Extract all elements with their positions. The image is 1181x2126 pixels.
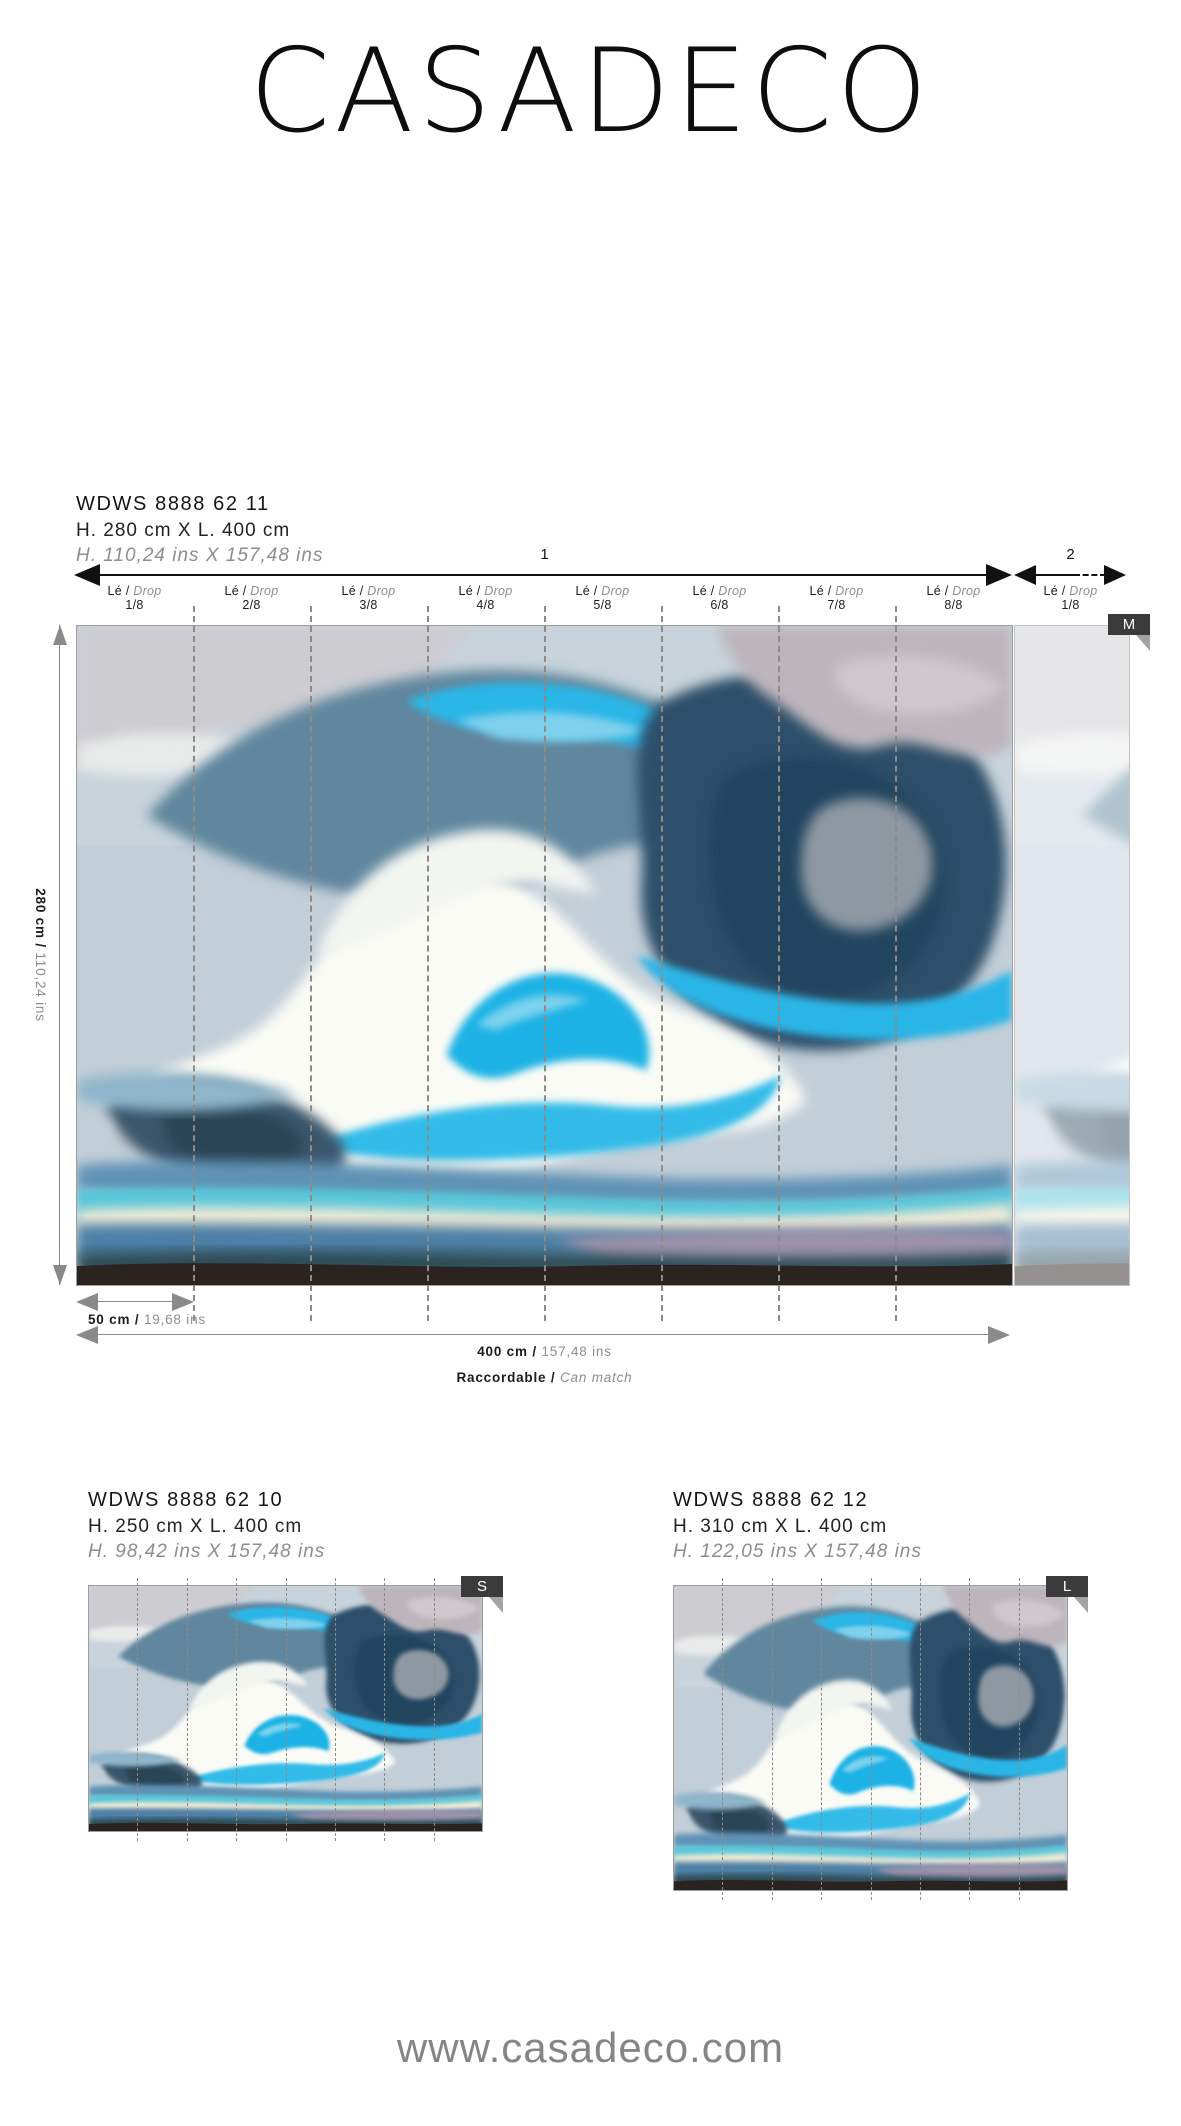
arrow-left-icon [74,564,100,586]
arrow-right-icon [172,1293,194,1311]
panel-separator [544,606,546,1321]
panel-separator [920,1578,921,1900]
arrow-2-label: 2 [1066,546,1075,563]
product-size-ins: H. 122,05 ins X 157,48 ins [673,1541,922,1562]
panel-separator [722,1578,723,1900]
size-badge-l: L [1046,1576,1088,1597]
arrow-down-icon [53,1265,67,1285]
product-sku: WDWS 8888 62 12 [673,1489,869,1511]
panel-separator [895,606,897,1321]
product-size-ins: H. 98,42 ins X 157,48 ins [88,1541,326,1562]
panel-separator [187,1578,188,1841]
product-size-cm: H. 250 cm X L. 400 cm [88,1516,303,1537]
product-size-cm: H. 280 cm X L. 400 cm [76,520,291,541]
dimension-line-2 [1034,574,1074,576]
dimension-line-1 [96,574,990,576]
panel-separator [778,606,780,1321]
panel-cm: 50 cm / [88,1312,140,1327]
arrow-up-icon [53,625,67,645]
drop-label-4: Lé / Drop 4/8 [458,584,513,612]
size-badge-m: M [1108,614,1150,635]
arrow-left-icon [76,1326,98,1344]
brand-logo: CASADECO [249,24,932,159]
mural-repeat-strip [1014,625,1130,1286]
product-size-cm: H. 310 cm X L. 400 cm [673,1516,888,1537]
panel-separator [286,1578,287,1841]
panel-separator [384,1578,385,1841]
total-ins: 157,48 ins [541,1344,612,1359]
badge-fold-icon [489,1597,503,1613]
dimension-line-2-dashed [1074,574,1106,576]
panel-separator [661,606,663,1321]
match-fr: Raccordable / [456,1370,556,1385]
total-cm: 400 cm / [477,1344,537,1359]
arrow-left-icon [1014,565,1036,585]
product-size-ins: H. 110,24 ins X 157,48 ins [76,545,324,566]
product-sku: WDWS 8888 62 10 [88,1489,284,1511]
badge-fold-icon [1074,1597,1088,1613]
panel-separator [969,1578,970,1900]
arrow-right-icon [988,1326,1010,1344]
panel-width-label [88,1312,206,1327]
panel-separator [434,1578,435,1841]
drop-label-1: Lé / Drop 1/8 [107,584,162,612]
panel-dimension-line [98,1301,172,1302]
website-link[interactable]: www.casadeco.com [396,2024,785,2071]
panel-separator [310,606,312,1321]
total-width-label [76,1344,1013,1359]
drop-label-2: Lé / Drop 2/8 [224,584,279,612]
panel-separator [137,1578,138,1841]
panel-separator [427,606,429,1321]
panel-separator [1019,1578,1020,1900]
panel-separator [335,1578,336,1841]
size-badge-s: S [461,1576,503,1597]
arrow-1-label: 1 [540,546,549,563]
panel-separator [193,606,195,1321]
drop-label-6: Lé / Drop 6/8 [692,584,747,612]
badge-fold-icon [1136,635,1150,651]
height-dimension-line [59,625,60,1285]
drop-label-9: Lé / Drop 1/8 [1043,584,1098,612]
arrow-left-icon [76,1293,98,1311]
panel-separator [871,1578,872,1900]
mural-preview-main [76,625,1013,1286]
mural-preview-large [673,1585,1068,1891]
match-label [76,1370,1013,1385]
drop-label-3: Lé / Drop 3/8 [341,584,396,612]
height-label [28,855,48,1055]
height-ins: 110,24 ins [33,952,48,1022]
product-info-large [673,1490,922,1561]
match-en: Can match [560,1370,633,1385]
panel-separator [821,1578,822,1900]
arrow-right-icon [1104,565,1126,585]
arrow-right-icon [986,564,1012,586]
total-dimension-line [98,1334,988,1335]
drop-label-7: Lé / Drop 7/8 [809,584,864,612]
panel-ins: 19,68 ins [143,1312,206,1327]
drop-label-5: Lé / Drop 5/8 [575,584,630,612]
panel-separator [236,1578,237,1841]
mural-preview-small [88,1585,483,1832]
height-cm: 280 cm / [33,888,48,948]
product-info-small [88,1490,325,1561]
panel-separator [772,1578,773,1900]
cloud-mural-repeat-image [1015,626,1129,1285]
drop-label-8: Lé / Drop 8/8 [926,584,981,612]
product-sku: WDWS 8888 62 11 [76,493,270,515]
